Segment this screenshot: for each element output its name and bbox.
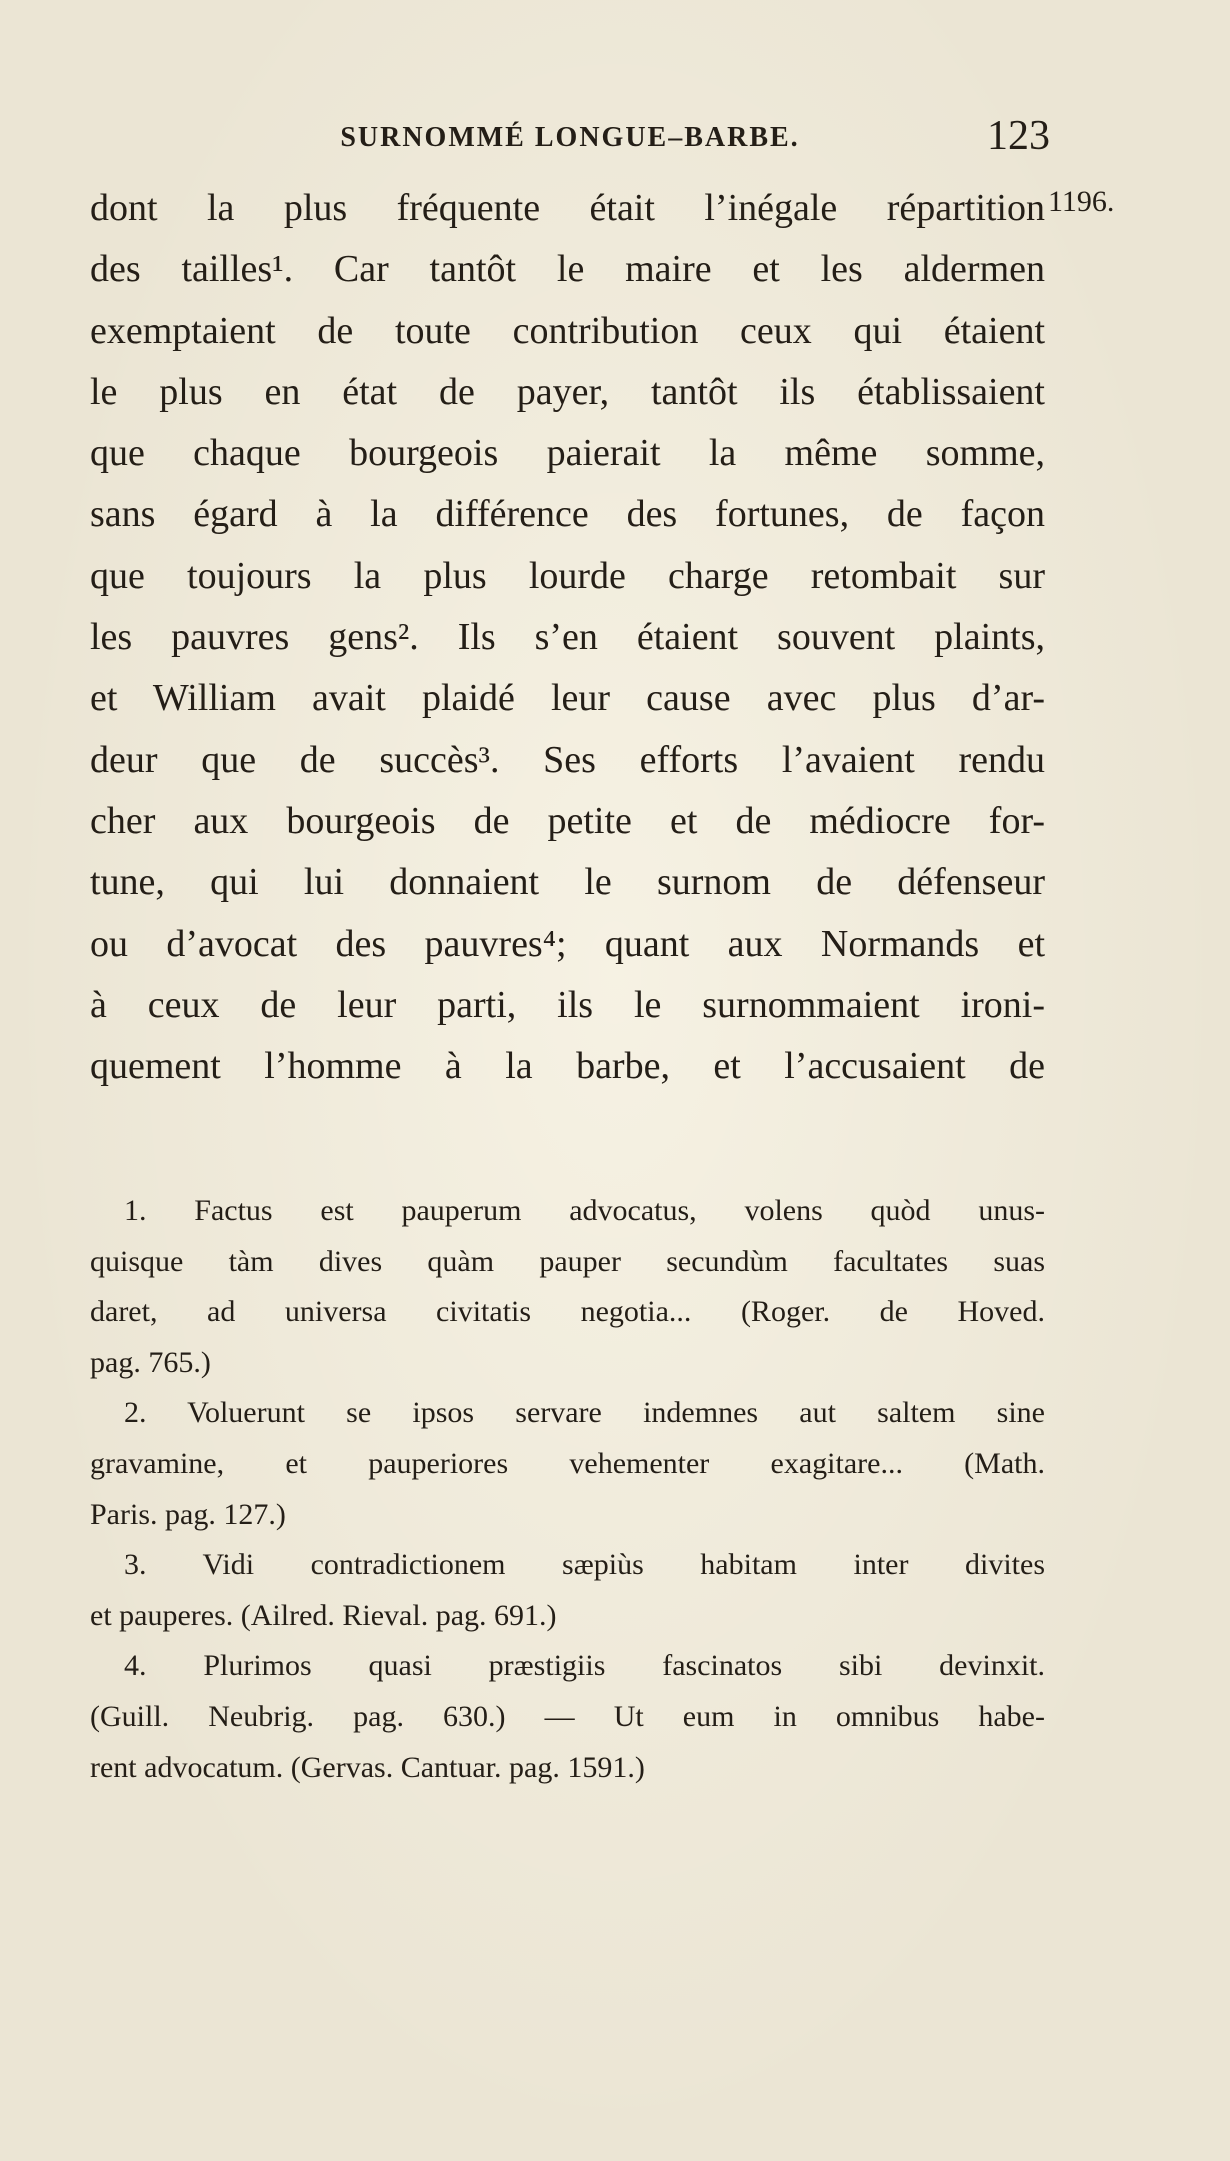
body-line: dont la plus fréquente était l’inégale répartition — [90, 187, 1045, 229]
page-number: 123 — [987, 113, 1050, 159]
running-title: SURNOMMÉ LONGUE–BARBE. — [340, 122, 800, 153]
body-line: sans égard à la différence des fortunes, de façon — [90, 493, 1045, 536]
body-line: ou d’avocat des pauvres⁴; quant aux Normands et — [90, 922, 1045, 965]
body-line: des tailles¹. Car tantôt le maire et les aldermen — [90, 248, 1045, 291]
footnote-line: et pauperes. (Ailred. Rieval. pag. 691.) — [90, 1598, 557, 1632]
footnote-line: (Guill. Neubrig. pag. 630.) — Ut eum in omnibus habe- — [90, 1699, 1045, 1733]
footnote-line: gravamine, et pauperiores vehementer exagitare... (Math. — [90, 1446, 1045, 1480]
body-line: que chaque bourgeois paierait la même somme, — [90, 432, 1045, 475]
running-head — [90, 112, 1050, 168]
body-line: le plus en état de payer, tantôt ils établissaient — [90, 370, 1045, 413]
footnote-line: 2. Voluerunt se ipsos servare indemnes aut saltem sine — [124, 1396, 1045, 1430]
footnote-line: 4. Plurimos quasi præstigiis fascinatos sibi devinxit. — [124, 1649, 1045, 1683]
body-text — [90, 178, 1045, 1097]
body-line: deur que de succès³. Ses efforts l’avaient rendu — [90, 738, 1045, 781]
margin-year-note: 1196. — [1048, 185, 1115, 218]
body-line: à ceux de leur parti, ils le surnommaient ironi- — [90, 983, 1045, 1026]
body-line: les pauvres gens². Ils s’en étaient souvent plaints, — [90, 616, 1045, 659]
footnote-line: pag. 765.) — [90, 1345, 211, 1379]
footnote-line: quisque tàm dives quàm pauper secundùm facultates suas — [90, 1244, 1045, 1278]
body-line: quement l’homme à la barbe, et l’accusaient de — [90, 1045, 1045, 1088]
footnote-line: Paris. pag. 127.) — [90, 1497, 286, 1531]
body-line: que toujours la plus lourde charge retombait sur — [90, 554, 1045, 597]
footnote-line: rent advocatum. (Gervas. Cantuar. pag. 1591.) — [90, 1750, 645, 1784]
body-line: exemptaient de toute contribution ceux qui étaient — [90, 309, 1045, 352]
footnote-line: 1. Factus est pauperum advocatus, volens quòd unus- — [124, 1194, 1045, 1227]
body-line: cher aux bourgeois de petite et de médiocre for- — [90, 799, 1045, 842]
body-line: et William avait plaidé leur cause avec plus d’ar- — [90, 677, 1045, 720]
body-line: tune, qui lui donnaient le surnom de défenseur — [90, 861, 1045, 904]
footnote-line: daret, ad universa civitatis negotia... (Roger. de Hoved. — [90, 1295, 1045, 1329]
footnotes — [90, 1186, 1045, 1793]
footnote-line: 3. Vidi contradictionem sæpiùs habitam inter divites — [124, 1548, 1045, 1582]
